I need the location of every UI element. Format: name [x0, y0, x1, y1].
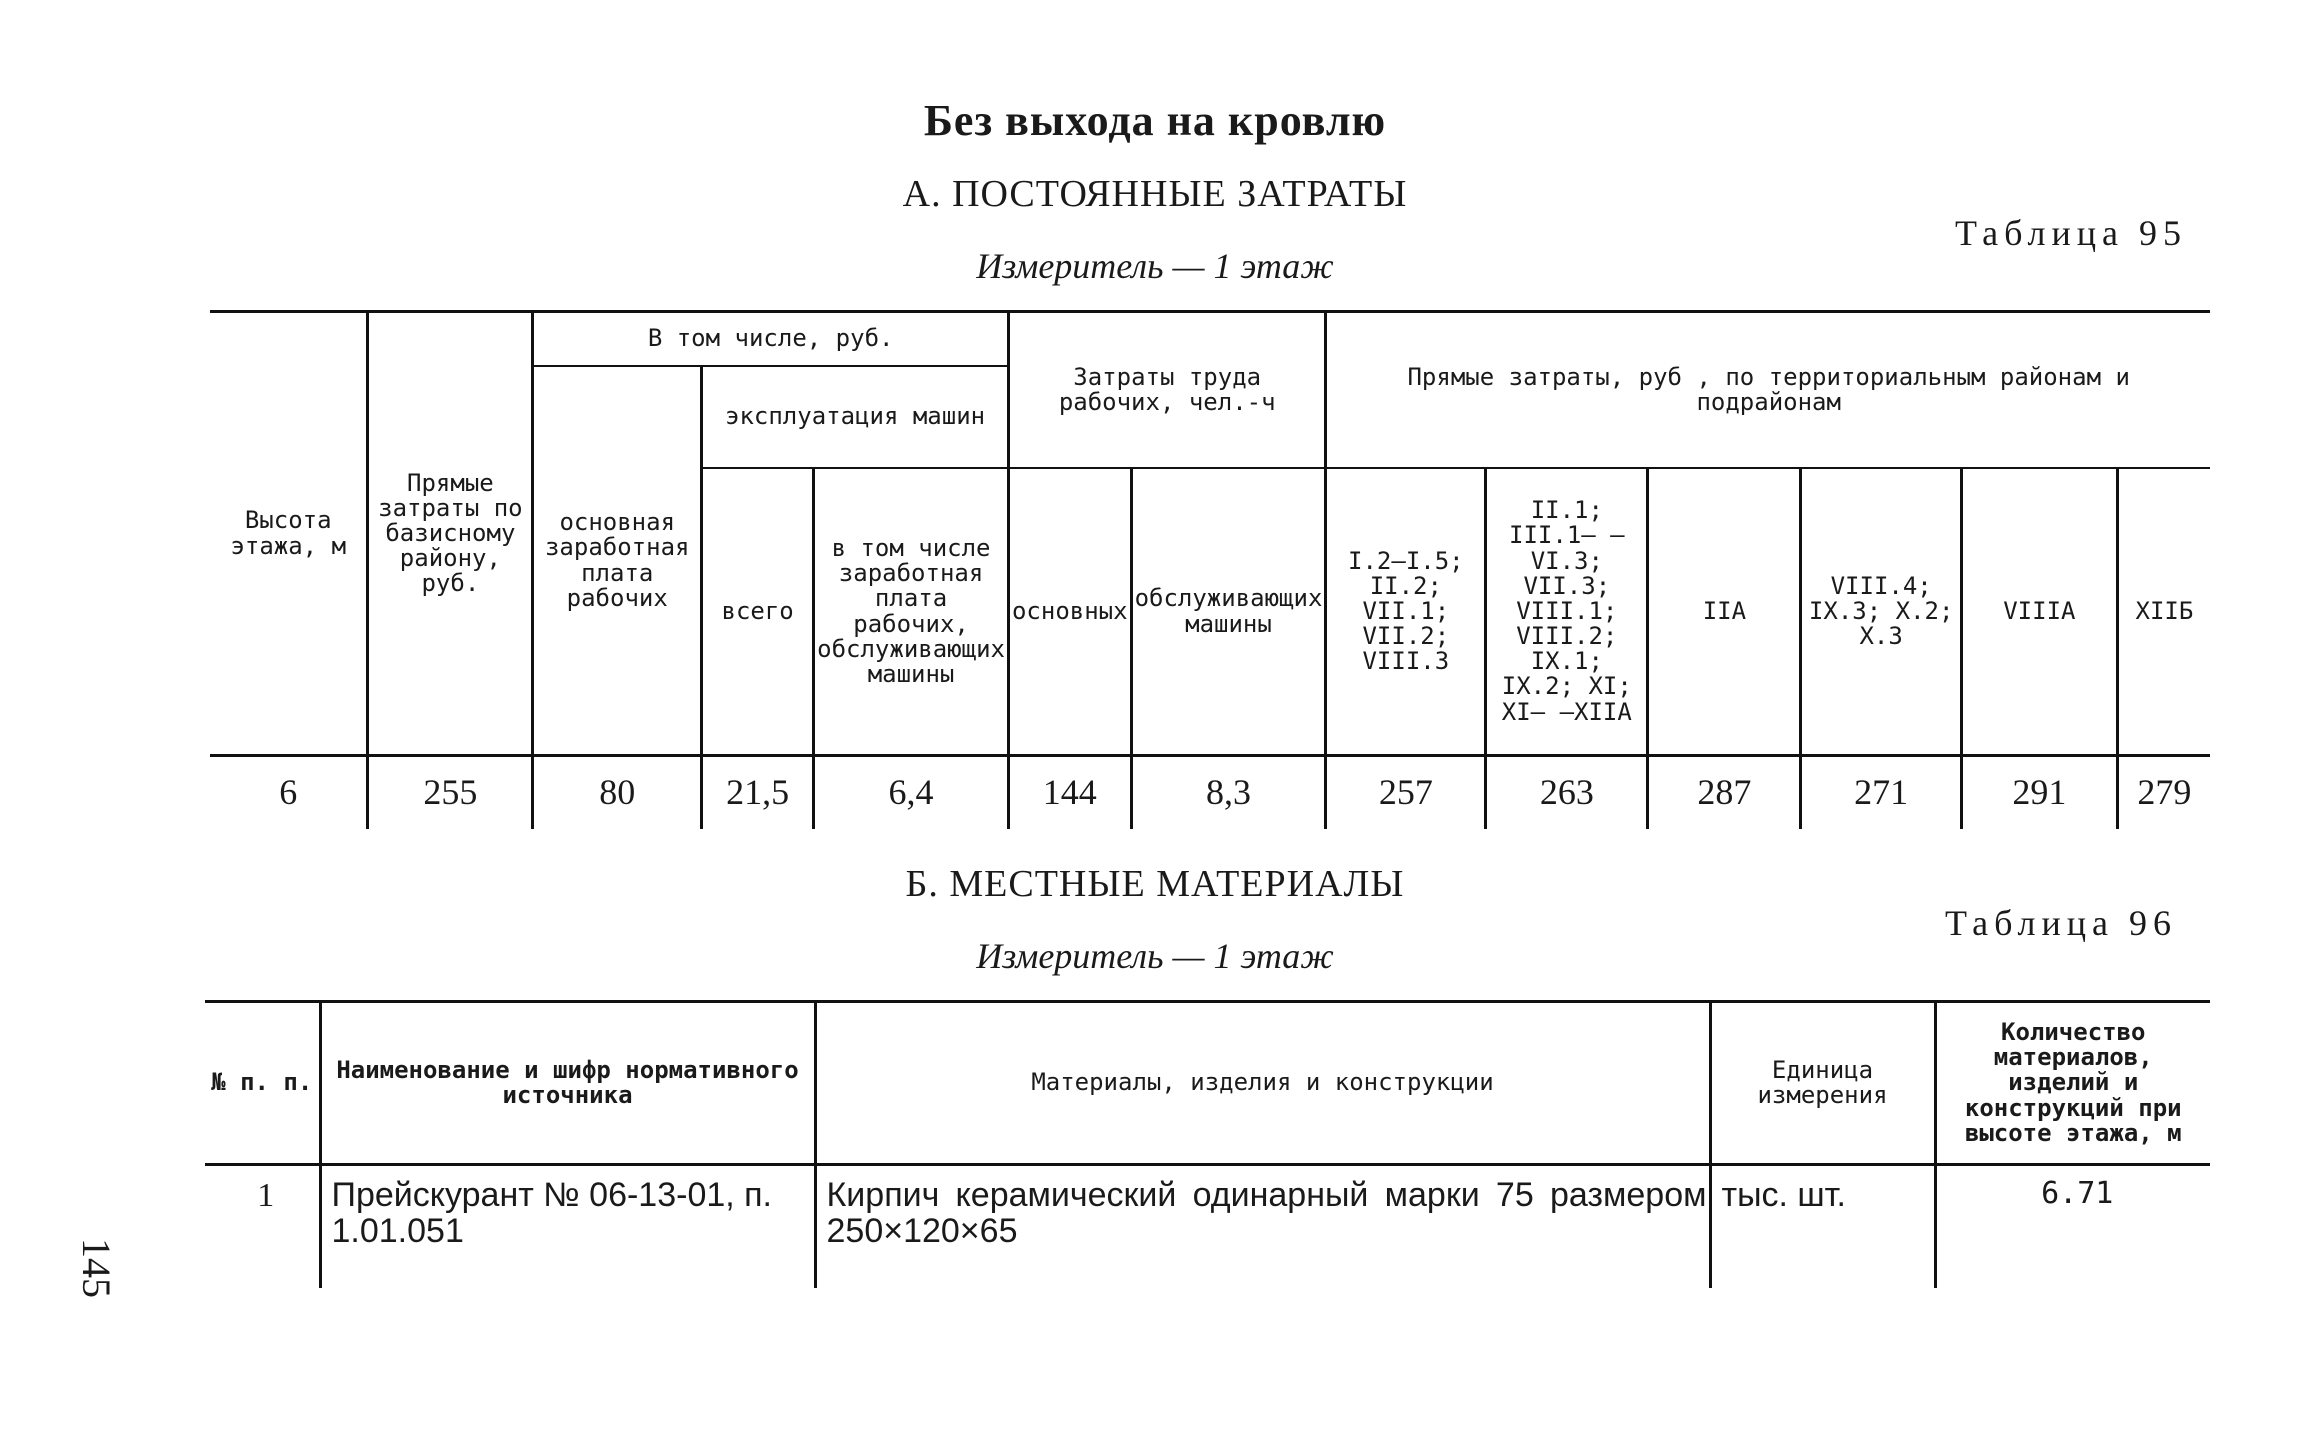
- cell-qty: 6.71: [1935, 1165, 2210, 1289]
- header-incl: В том числе, руб.: [533, 312, 1009, 367]
- table-96-number: Таблица 96: [1945, 903, 2177, 943]
- table-96-measure: Измеритель — 1 этаж: [976, 936, 1334, 976]
- table-95-measure: Измеритель — 1 этаж: [976, 246, 1334, 286]
- cell: 21,5: [702, 756, 814, 830]
- header-regional: Прямые затраты, руб , по территориальным районам и подрайонам: [1326, 312, 2210, 469]
- header-qty: Количество материалов, изделий и конструкций при высоте этажа, м: [1935, 1002, 2210, 1165]
- header-region-4: VIII.4; IX.3; X.2; X.3: [1801, 468, 1961, 756]
- header-region-2: II.1; III.1— —VI.3; VII.3; VIII.1; VIII.2; IX.1; IX.2; XI; XI— —XIIА: [1486, 468, 1648, 756]
- table-95: [210, 310, 2210, 829]
- header-no: № п. п.: [205, 1002, 320, 1165]
- table-row: [210, 756, 2210, 830]
- header-unit: Единица измерения: [1710, 1002, 1935, 1165]
- header-region-3: IIА: [1648, 468, 1801, 756]
- cell: 257: [1326, 756, 1486, 830]
- header-machines: эксплуатация машин: [702, 366, 1009, 468]
- cell-material: Кирпич керамический одинарный марки 75 размером 250×120×65: [815, 1165, 1710, 1289]
- cell: 8,3: [1131, 756, 1326, 830]
- page-title: Без выхода на кровлю: [923, 96, 1387, 145]
- header-region-6: XIIБ: [2117, 468, 2210, 756]
- cell: 263: [1486, 756, 1648, 830]
- header-region-1: I.2—I.5; II.2; VII.1; VII.2; VIII.3: [1326, 468, 1486, 756]
- cell: 80: [533, 756, 702, 830]
- header-direct-base: Прямые затраты по базисному району, руб.: [368, 312, 533, 756]
- cell: 144: [1008, 756, 1131, 830]
- header-labor-mach: обслуживающих машины: [1131, 468, 1326, 756]
- section-a-title: А. ПОСТОЯННЫЕ ЗАТРАТЫ: [902, 173, 1408, 215]
- table-96: [205, 1000, 2210, 1288]
- cell-no: 1: [257, 1177, 275, 1214]
- cell: 271: [1801, 756, 1961, 830]
- section-b-title: Б. МЕСТНЫЕ МАТЕРИАЛЫ: [905, 863, 1405, 905]
- header-region-5: VIIIА: [1961, 468, 2117, 756]
- cell-unit: тыс. шт.: [1710, 1165, 1935, 1289]
- table-95-number: Таблица 95: [1955, 213, 2187, 253]
- cell: 279: [2117, 756, 2210, 830]
- header-height: Высота этажа, м: [210, 312, 368, 756]
- page-number: 145: [74, 1238, 119, 1298]
- header-main-wage: основная заработная плата рабочих: [533, 366, 702, 756]
- cell-source: Прейскурант № 06-13-01, п. 1.01.051: [320, 1165, 815, 1289]
- header-source: Наименование и шифр нормативного источника: [320, 1002, 815, 1165]
- cell: 6: [279, 772, 298, 813]
- cell: 255: [368, 756, 533, 830]
- header-labor-main: основных: [1008, 468, 1131, 756]
- header-incl-wage: в том числе заработная плата рабочих, обслуживающих машины: [814, 468, 1009, 756]
- header-labor: Затраты труда рабочих, чел.-ч: [1008, 312, 1325, 469]
- cell: 291: [1961, 756, 2117, 830]
- cell: 287: [1648, 756, 1801, 830]
- table-row: [205, 1165, 2210, 1289]
- header-materials: Материалы, изделия и конструкции: [815, 1002, 1710, 1165]
- header-total: всего: [702, 468, 814, 756]
- cell: 6,4: [814, 756, 1009, 830]
